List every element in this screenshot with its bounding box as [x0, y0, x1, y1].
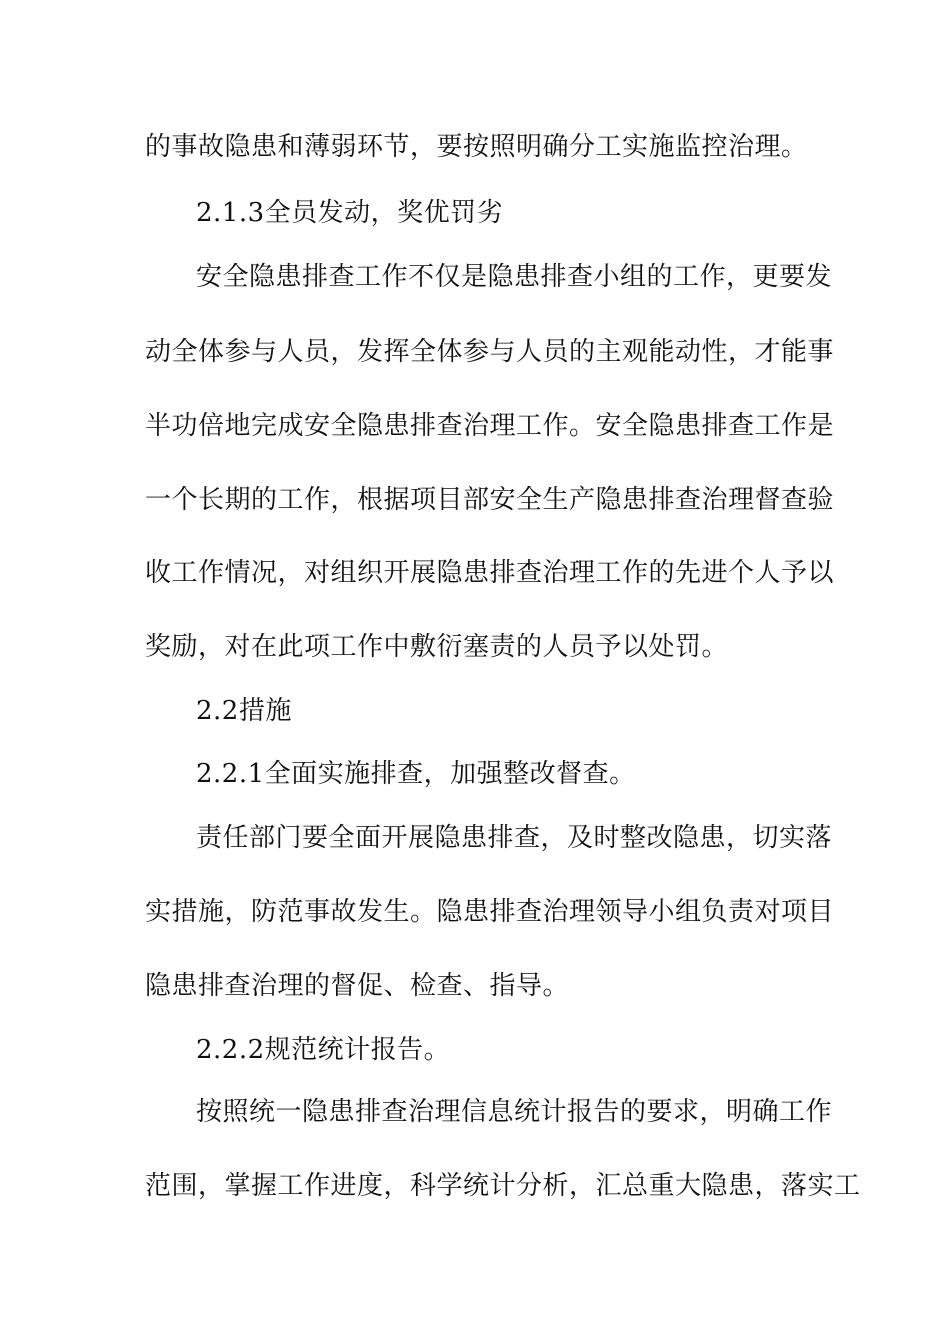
paragraph-line: 安全隐患排查工作不仅是隐患排查小组的工作，更要发: [196, 262, 833, 292]
paragraph-line: 一个长期的工作，根据项目部安全生产隐患排查治理督查验: [145, 485, 835, 515]
paragraph-line: 按照统一隐患排查治理信息统计报告的要求，明确工作: [196, 1097, 833, 1127]
paragraph-line: 责任部门要全面开展隐患排查，及时整改隐患，切实落: [196, 823, 833, 853]
section-heading-2-2-1: 2.2.1全面实施排查，加强整改督查。: [196, 759, 636, 789]
paragraph-continuation-line: 的事故隐患和薄弱环节，要按照明确分工实施监控治理。: [145, 132, 808, 162]
paragraph-line: 隐患排查治理的督促、检查、指导。: [145, 971, 570, 1001]
section-heading-2-2: 2.2措施: [196, 696, 292, 726]
paragraph-line: 半功倍地完成安全隐患排查治理工作。安全隐患排查工作是: [145, 411, 835, 441]
paragraph-line: 范围，掌握工作进度，科学统计分析，汇总重大隐患，落实工: [145, 1171, 861, 1201]
paragraph-line: 动全体参与人员，发挥全体参与人员的主观能动性，才能事: [145, 337, 835, 367]
paragraph-line: 奖励，对在此项工作中敷衍塞责的人员予以处罚。: [145, 632, 729, 662]
paragraph-line: 实措施，防范事故发生。隐患排查治理领导小组负责对项目: [145, 897, 835, 927]
paragraph-line: 收工作情况，对组织开展隐患排查治理工作的先进个人予以: [145, 558, 835, 588]
section-heading-2-2-2: 2.2.2规范统计报告。: [196, 1035, 451, 1065]
section-heading-2-1-3: 2.1.3全员发动，奖优罚劣: [196, 198, 504, 228]
